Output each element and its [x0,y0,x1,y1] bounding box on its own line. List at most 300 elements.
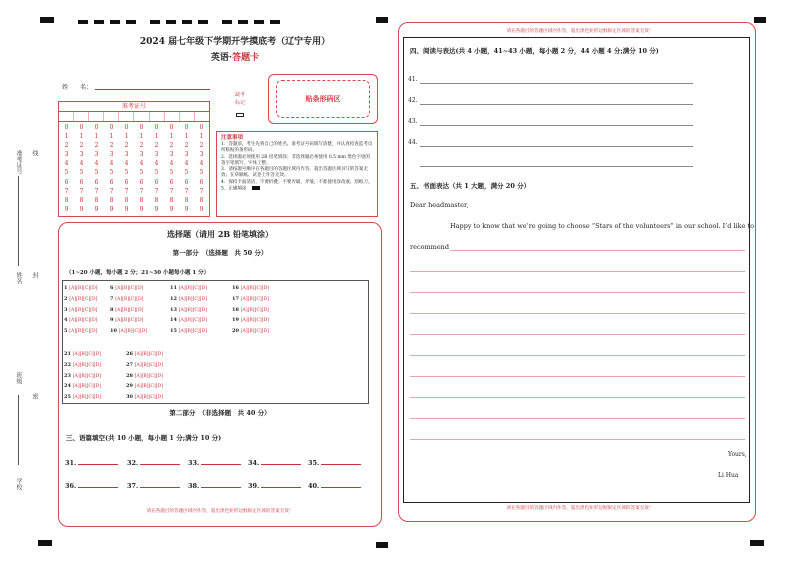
digit-column[interactable] [92,123,101,214]
answer-row[interactable] [170,285,207,291]
q43-label: 43. [408,118,418,125]
digit-bubble[interactable]: 7 [109,187,114,195]
digit-bubble[interactable]: 0 [124,124,129,131]
digit-bubble[interactable]: 6 [199,178,204,186]
answer-row[interactable] [170,296,207,302]
digit-bubble[interactable]: 5 [64,169,69,177]
question-number: 26 [126,351,135,357]
answer-row[interactable] [110,307,143,313]
question-number: 9 [110,317,116,324]
subtitle-card: 答题卡 [232,53,260,63]
digit-bubble[interactable]: 7 [154,187,159,195]
digit-bubble[interactable]: 5 [154,169,159,177]
option-bubbles[interactable]: [A][B][C][D] [178,286,207,291]
digit-bubble[interactable]: 8 [184,196,189,204]
digit-bubble[interactable]: 1 [154,133,159,141]
option-bubbles[interactable]: [A][B][C][D] [178,329,207,335]
answer-row[interactable] [110,285,143,291]
option-bubbles[interactable]: [A][B][C][D] [69,307,98,313]
digit-bubble[interactable]: 0 [169,124,174,131]
digit-bubble[interactable]: 8 [124,196,129,204]
option-bubbles[interactable]: [A][B][C][D] [69,329,98,335]
answer-row[interactable] [64,394,101,400]
note-item: 1．答题前，考生先将自己的姓名、准考证号码填写清楚，并认真检查监考员所粘贴的条形码。 [221,142,373,154]
digit-bubble[interactable]: 6 [79,178,84,186]
reg-mark [150,20,160,24]
digit-bubble[interactable]: 6 [109,178,114,186]
section4-title: 四、阅读与表达(共 4 小题，41~43 小题，每小题 2 分，44 小题 4 分;满分 10 分) [410,47,659,55]
digit-bubble[interactable]: 2 [109,142,114,150]
note-item-text: 5．正确填涂 [221,186,247,192]
answer-row[interactable] [232,328,269,334]
blank-number: 38. [188,482,200,490]
digit-bubble[interactable]: 3 [154,151,159,159]
reg-mark [110,20,120,24]
note-item: 3．请按题号顺序在各题目的答题区域内作答，超出答题区域书写的答案无效；在草稿纸、试卷上作答无效。 [221,167,368,179]
digit-bubble[interactable]: 7 [64,187,69,195]
option-bubbles[interactable]: [A][B][C][D] [240,286,269,291]
q42-line[interactable] [420,104,693,105]
question-number: 11 [170,285,179,291]
question-number: 22 [64,361,73,368]
digit-bubble[interactable]: 9 [154,205,159,213]
notes-title: 注意事项 [221,135,244,141]
letter-greeting: Dear headmaster, [410,201,469,209]
writing-line[interactable] [410,418,745,419]
digit-bubble[interactable]: 7 [184,187,189,195]
name-field[interactable] [95,89,210,90]
blank-field[interactable] [188,459,241,467]
filled-bubble-example [252,186,260,190]
digit-bubble[interactable]: 9 [199,205,204,213]
answer-row[interactable] [170,307,207,313]
digit-bubble[interactable]: 7 [79,187,84,195]
blank-underline[interactable] [201,482,241,488]
option-bubbles[interactable]: [A][B][C][D] [240,318,269,324]
option-bubbles[interactable]: [A][B][C][D] [72,395,101,401]
answer-row[interactable] [126,362,163,368]
blank-underline[interactable] [321,482,361,488]
answer-row[interactable] [126,383,163,389]
answer-row[interactable] [64,362,101,368]
reg-mark [166,20,176,24]
letter-closing: Yours, [728,451,747,458]
digit-bubble[interactable]: 3 [199,151,204,159]
reg-mark [750,540,764,546]
side-label-class: 班级 [15,372,22,384]
side-label-school: 学校 [15,478,22,490]
blank-underline[interactable] [321,459,361,465]
blank-number: 31. [65,459,77,467]
digit-bubble[interactable]: 9 [64,205,69,213]
digit-bubble[interactable]: 8 [64,196,69,204]
q43-line[interactable] [420,125,693,126]
digit-column[interactable] [197,123,206,214]
digit-bubble[interactable]: 3 [169,151,174,159]
option-bubbles[interactable]: [A][B][C][D] [178,296,207,302]
q44-label: 44. [408,139,418,146]
blank-field[interactable] [248,482,301,490]
digit-bubble[interactable]: 3 [124,151,129,159]
answer-row[interactable] [64,317,97,323]
letter-paragraph: Happy to know that we’re going to choose “Stars of the volunteers” in our school. I’d like to [450,222,755,230]
note-item: 4．保持卡面清洁，不要折叠、不要弄破、弄皱，不准使用涂改液、刮纸刀。 [221,179,373,185]
digit-column[interactable] [62,123,71,214]
option-bubbles[interactable]: [A][B][C][D] [118,329,147,335]
digit-bubble[interactable]: 2 [184,142,189,150]
option-bubbles[interactable]: [A][B][C][D] [240,307,269,313]
q44-line-1[interactable] [420,146,693,147]
question-number: 3 [64,306,70,313]
digit-bubble[interactable]: 0 [154,124,159,131]
reg-mark [270,20,280,24]
digit-bubble[interactable]: 4 [79,160,84,168]
digit-bubble[interactable]: 3 [184,151,189,159]
note-item: 2．选择题必须使用 2B 铅笔填涂；非选择题必须使用 0.5 mm 黑色字迹的签字笔填写，字体工整。 [221,154,370,166]
blank-field[interactable] [308,459,361,467]
digit-bubble[interactable]: 7 [199,187,204,195]
digit-column[interactable] [167,123,176,214]
digit-column[interactable] [152,123,161,214]
blank-number: 34. [248,459,260,467]
digit-bubble[interactable]: 9 [169,205,174,213]
digit-bubble[interactable]: 0 [79,124,84,131]
digit-bubble[interactable]: 0 [184,124,189,131]
q41-line[interactable] [420,83,693,84]
digit-bubble[interactable]: 9 [124,205,129,213]
reg-mark [94,20,104,24]
digit-bubble[interactable]: 1 [199,133,204,141]
writing-line[interactable] [410,334,745,335]
question-number: 15 [170,328,179,335]
answer-row[interactable] [64,351,101,357]
option-bubbles[interactable]: [A][B][C][D] [240,329,269,335]
option-bubbles[interactable]: [A][B][C][D] [134,373,163,379]
option-bubbles[interactable]: [A][B][C][D] [115,307,144,313]
digit-bubble[interactable]: 7 [139,187,144,195]
digit-bubble[interactable]: 4 [169,160,174,168]
exam-number-entry-row[interactable] [59,112,209,122]
question-number: 27 [126,361,135,368]
digit-bubble[interactable]: 8 [79,196,84,204]
digit-bubble[interactable]: 1 [79,133,84,141]
digit-bubble[interactable]: 4 [139,160,144,168]
digit-bubble[interactable]: 9 [109,205,114,213]
choice-title: 选择题（请用 2B 铅笔填涂） [167,229,273,239]
digit-bubble[interactable]: 7 [124,187,129,195]
option-bubbles[interactable]: [A][B][C][D] [69,296,98,302]
writing-line[interactable] [410,292,745,293]
writing-line[interactable] [450,250,745,251]
blank-underline[interactable] [261,459,301,465]
digit-column[interactable] [107,123,116,214]
digit-bubble[interactable]: 6 [184,178,189,186]
absent-checkbox[interactable] [236,113,244,117]
blank-field[interactable] [188,482,241,490]
blank-number: 37. [127,482,139,490]
digit-bubble[interactable]: 6 [94,178,99,186]
digit-bubble[interactable]: 9 [94,205,99,213]
digit-bubble[interactable]: 0 [199,124,204,131]
question-number: 19 [232,317,241,324]
digit-bubble[interactable]: 5 [94,169,99,177]
letter-recommend: recommend [410,243,450,251]
option-bubbles[interactable]: [A][B][C][D] [69,286,98,291]
digit-bubble[interactable]: 5 [199,169,204,177]
digit-bubble[interactable]: 9 [79,205,84,213]
blank-number: 33. [188,459,200,467]
question-number: 29 [126,383,135,390]
digit-bubble[interactable]: 1 [139,133,144,141]
digit-bubble[interactable]: 6 [64,178,69,186]
notes-list [221,142,373,193]
question-number: 24 [64,383,73,390]
question-number: 8 [110,306,116,313]
digit-bubble[interactable]: 5 [169,169,174,177]
question-number: 28 [126,372,135,379]
blank-underline[interactable] [261,482,301,488]
digit-bubble[interactable]: 2 [154,142,159,150]
blank-underline[interactable] [78,459,118,465]
answer-row[interactable] [232,317,269,323]
question-number: 16 [232,285,241,291]
digit-bubble[interactable]: 4 [64,160,69,168]
option-bubbles[interactable]: [A][B][C][D] [72,362,101,368]
side-line-1 [18,176,19,266]
blank-field[interactable] [65,459,118,467]
exam-number-box [58,101,210,217]
digit-bubble[interactable]: 2 [199,142,204,150]
writing-line[interactable] [410,271,745,272]
digit-bubble[interactable]: 3 [64,151,69,159]
blank-field[interactable] [248,459,301,467]
question-number: 25 [64,394,73,401]
answer-row[interactable] [232,285,269,291]
exam-number-bubbles[interactable] [59,122,209,214]
digit-bubble[interactable]: 0 [94,124,99,131]
blank-field[interactable] [308,482,361,490]
writing-line[interactable] [410,376,745,377]
digit-bubble[interactable]: 6 [154,178,159,186]
digit-bubble[interactable]: 8 [154,196,159,204]
digit-bubble[interactable]: 6 [124,178,129,186]
digit-bubble[interactable]: 2 [124,142,129,150]
answer-row[interactable] [170,328,207,334]
blank-number: 36. [65,482,77,490]
answer-row[interactable] [110,296,143,302]
digit-bubble[interactable]: 7 [169,187,174,195]
answer-row[interactable] [64,307,97,313]
section3-title: 三、语篇填空(共 10 小题，每小题 1 分;满分 10 分) [66,434,222,442]
digit-bubble[interactable]: 2 [79,142,84,150]
answer-row[interactable] [110,317,143,323]
subtitle-subject: 英语 [210,53,229,63]
blank-number: 39. [248,482,260,490]
digit-bubble[interactable]: 1 [109,133,114,141]
side-label-secret: 密 [31,393,38,399]
option-bubbles[interactable]: [A][B][C][D] [115,318,144,324]
q41-label: 41. [408,76,418,83]
answer-row[interactable] [126,351,163,357]
right-footer-note: 请在各题目的答题区域内作答，超出黑色矩形边框限定区域的答案无效！ [506,506,654,511]
question-number: 4 [64,317,70,324]
reg-mark [78,20,88,24]
digit-bubble[interactable]: 2 [94,142,99,150]
option-bubbles[interactable]: [A][B][C][D] [134,352,163,357]
blank-underline[interactable] [201,459,241,465]
digit-column[interactable] [77,123,86,214]
answer-row[interactable] [64,328,97,334]
question-number: 14 [170,317,179,324]
answer-row[interactable] [110,328,147,334]
digit-bubble[interactable]: 4 [199,160,204,168]
digit-column[interactable] [122,123,131,214]
answer-row[interactable] [170,317,207,323]
option-bubbles[interactable]: [A][B][C][D] [72,373,101,379]
question-number: 7 [110,295,116,302]
blank-underline[interactable] [78,482,118,488]
digit-bubble[interactable]: 8 [199,196,204,204]
digit-bubble[interactable]: 3 [79,151,84,159]
digit-bubble[interactable]: 8 [94,196,99,204]
digit-bubble[interactable]: 3 [139,151,144,159]
question-number: 5 [64,328,70,335]
absent-label-line1: 缺考 [234,92,245,98]
digit-bubble[interactable]: 9 [139,205,144,213]
writing-line[interactable] [410,439,745,440]
answer-row[interactable] [232,307,269,313]
question-number: 2 [64,295,70,302]
option-bubbles[interactable]: [A][B][C][D] [134,362,163,368]
digit-bubble[interactable]: 0 [64,124,69,131]
answer-row[interactable] [232,296,269,302]
blank-field[interactable] [127,482,180,490]
side-line-2 [18,395,19,465]
q42-label: 42. [408,97,418,104]
digit-bubble[interactable]: 2 [64,142,69,150]
reg-mark [198,20,208,24]
digit-bubble[interactable]: 8 [169,196,174,204]
writing-line[interactable] [410,397,745,398]
option-bubbles[interactable]: [A][B][C][D] [115,296,144,302]
page-title: 2024 届七年级下学期开学摸底考（辽宁专用） [139,37,331,47]
part1-note: （1~20 小题，每小题 2 分；21~30 小题每小题 1 分） [66,270,210,276]
answer-row[interactable] [126,394,163,400]
digit-bubble[interactable]: 4 [109,160,114,168]
digit-bubble[interactable]: 1 [64,133,69,141]
digit-bubble[interactable]: 0 [139,124,144,131]
writing-line[interactable] [410,355,745,356]
option-bubbles[interactable]: [A][B][C][D] [72,352,101,357]
digit-bubble[interactable]: 3 [94,151,99,159]
reg-mark [40,17,54,23]
blank-field[interactable] [127,459,180,467]
option-bubbles[interactable]: [A][B][C][D] [69,318,98,324]
question-number: 18 [232,306,241,313]
question-number: 30 [126,394,135,401]
question-number: 21 [64,351,73,357]
digit-bubble[interactable]: 4 [154,160,159,168]
side-label-seal: 封 [31,272,38,278]
subtitle [190,50,280,63]
reg-mark [254,20,264,24]
digit-bubble[interactable]: 5 [139,169,144,177]
answer-row[interactable] [64,373,101,379]
answer-row[interactable] [64,383,101,389]
option-bubbles[interactable]: [A][B][C][D] [115,286,144,291]
answer-row[interactable] [64,296,97,302]
digit-bubble[interactable]: 5 [79,169,84,177]
digit-bubble[interactable]: 4 [124,160,129,168]
digit-bubble[interactable]: 4 [94,160,99,168]
option-bubbles[interactable]: [A][B][C][D] [134,384,163,390]
question-number: 23 [64,372,73,379]
digit-bubble[interactable]: 0 [109,124,114,131]
reg-mark [238,20,248,24]
digit-bubble[interactable]: 3 [109,151,114,159]
question-number: 1 [64,285,70,291]
digit-bubble[interactable]: 1 [169,133,174,141]
side-label-name: 姓名 [15,272,22,284]
digit-bubble[interactable]: 7 [94,187,99,195]
blank-field[interactable] [65,482,118,490]
question-number: 10 [110,328,119,335]
digit-bubble[interactable]: 1 [94,133,99,141]
digit-bubble[interactable]: 5 [109,169,114,177]
letter-signature: Li Hua [718,472,739,479]
blank-number: 40. [308,482,320,490]
digit-column[interactable] [182,123,191,214]
writing-line[interactable] [410,313,745,314]
digit-bubble[interactable]: 5 [124,169,129,177]
option-bubbles[interactable]: [A][B][C][D] [178,307,207,313]
digit-bubble[interactable]: 1 [184,133,189,141]
digit-column[interactable] [137,123,146,214]
digit-bubble[interactable]: 8 [139,196,144,204]
digit-bubble[interactable]: 5 [184,169,189,177]
question-number: 6 [110,285,116,291]
digit-bubble[interactable]: 6 [139,178,144,186]
answer-row[interactable] [64,285,97,291]
blank-underline[interactable] [140,459,180,465]
section4-box [403,37,750,503]
digit-bubble[interactable]: 4 [184,160,189,168]
reg-mark [376,17,388,23]
option-bubbles[interactable]: [A][B][C][D] [240,296,269,302]
reg-mark [222,20,232,24]
question-number: 13 [170,306,179,313]
digit-bubble[interactable]: 6 [169,178,174,186]
side-label-exam-no: 准考证号 [15,150,22,174]
digit-bubble[interactable]: 8 [109,196,114,204]
exam-number-label: 准考证号 [59,102,209,112]
answer-row[interactable] [126,373,163,379]
part1-title: 第一部分 （选择题 共 50 分） [172,249,268,257]
blank-underline[interactable] [140,482,180,488]
option-bubbles[interactable]: [A][B][C][D] [134,395,163,401]
digit-bubble[interactable]: 2 [169,142,174,150]
option-bubbles[interactable]: [A][B][C][D] [178,318,207,324]
q44-line-2[interactable] [420,166,693,167]
digit-bubble[interactable]: 2 [139,142,144,150]
digit-bubble[interactable]: 9 [184,205,189,213]
side-label-seal-line: 线 [31,150,38,156]
digit-bubble[interactable]: 1 [124,133,129,141]
notes-box [216,131,378,217]
part2-title: 第二部分 （非选择题 共 40 分） [169,409,271,417]
right-header-note: 请在各题目的答题区域内作答，超出黑色矩形边框限定区域的答案无效！ [506,29,654,34]
option-bubbles[interactable]: [A][B][C][D] [72,384,101,390]
